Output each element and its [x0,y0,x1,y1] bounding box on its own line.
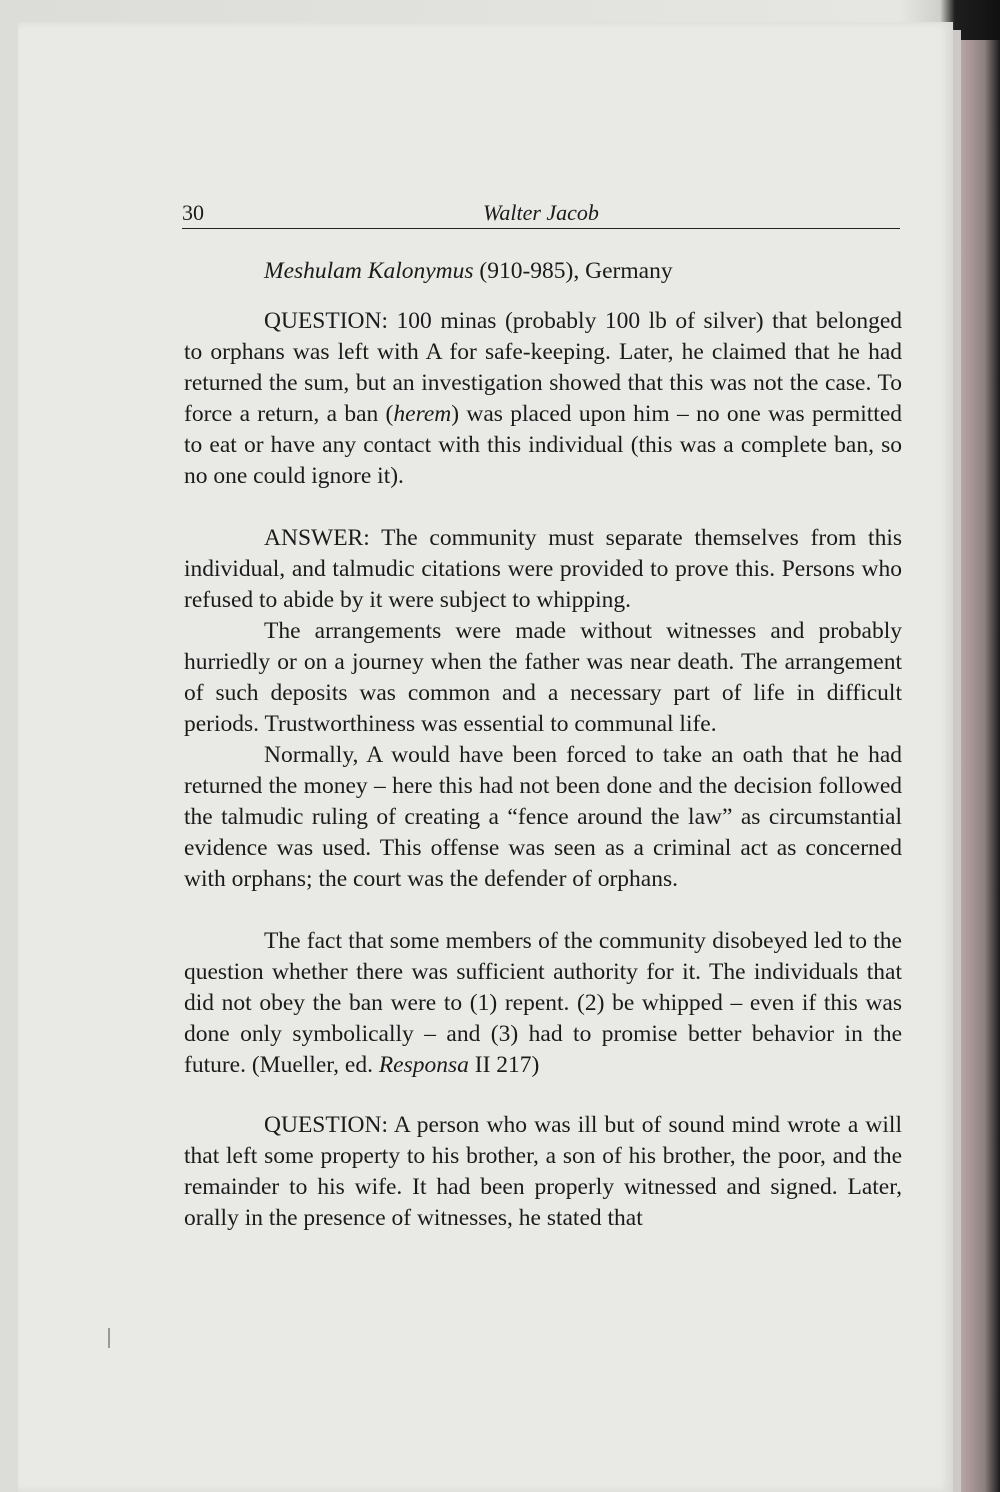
question-text-1-end: ) was placed upon him – no one was permitted to eat or have any contact with this individual (this was a complete ban, so no one could ignore it). [184,401,903,489]
author-dates-place: (910-985), Germany [473,258,673,284]
author-name: Meshulam Kalonymus [264,258,474,284]
question-paragraph-2: QUESTION: A person who was ill but of sound mind wrote a will that left some property to his brother, a son of his brother, the poor, and the remainder to his wife. It had been properly witnessed and signed. Later, orally in the presence of witnesses, he stated that [184,1112,902,1231]
question-paragraph-1 [184,306,902,492]
answer-paragraph: ANSWER: The community must separate themselves from this individual, and talmudic citations were provided to prove this. Persons who refused to abide by it were subject to whipping. [184,525,902,613]
page-number: 30 [182,200,204,225]
running-header [182,196,900,229]
page-edge [953,30,961,1492]
responsa-title: Responsa [378,1052,469,1078]
margin-mark [108,1328,110,1348]
commentary-paragraph-2: Normally, A would have been forced to take an oath that he had returned the money – here this had not been done and the decision followed the talmudic ruling of creating a “fence around the law” as circumstantial evidence was used. This offense was seen as a criminal act as concerned with orphans; the court was the defender of orphans. [184,742,902,892]
book-spine [961,40,1000,1492]
commentary-text-3: The fact that some members of the community disobeyed led to the question whether there was sufficient authority for it. The individuals that did not obey the ban were to (1) repent. (2) be whipped – even if this was done only symbolically – and (3) had to promise better behavior in the future. (Mueller, ed. [184,928,902,1078]
commentary-paragraph-3 [184,926,902,1081]
section-heading [184,256,902,287]
citation-end: II 217) [468,1052,540,1078]
question-text-1: QUESTION: 100 minas (probably 100 lb of silver) that belonged to orphans was left with A for safe-keeping. Later, he claimed that he had returned the sum, but an investigation showed that this was not the case. To force a return, a ban ( [184,308,902,427]
commentary-paragraph-1: The arrangements were made without witnesses and probably hurriedly or on a journey when the father was near death. The arrangement of such deposits was common and a necessary part of life in difficult periods. Trustworthiness was essential to communal life. [184,618,902,737]
herem-term: herem [393,401,452,427]
body-text [184,256,902,1234]
running-title: Walter Jacob [483,200,599,225]
